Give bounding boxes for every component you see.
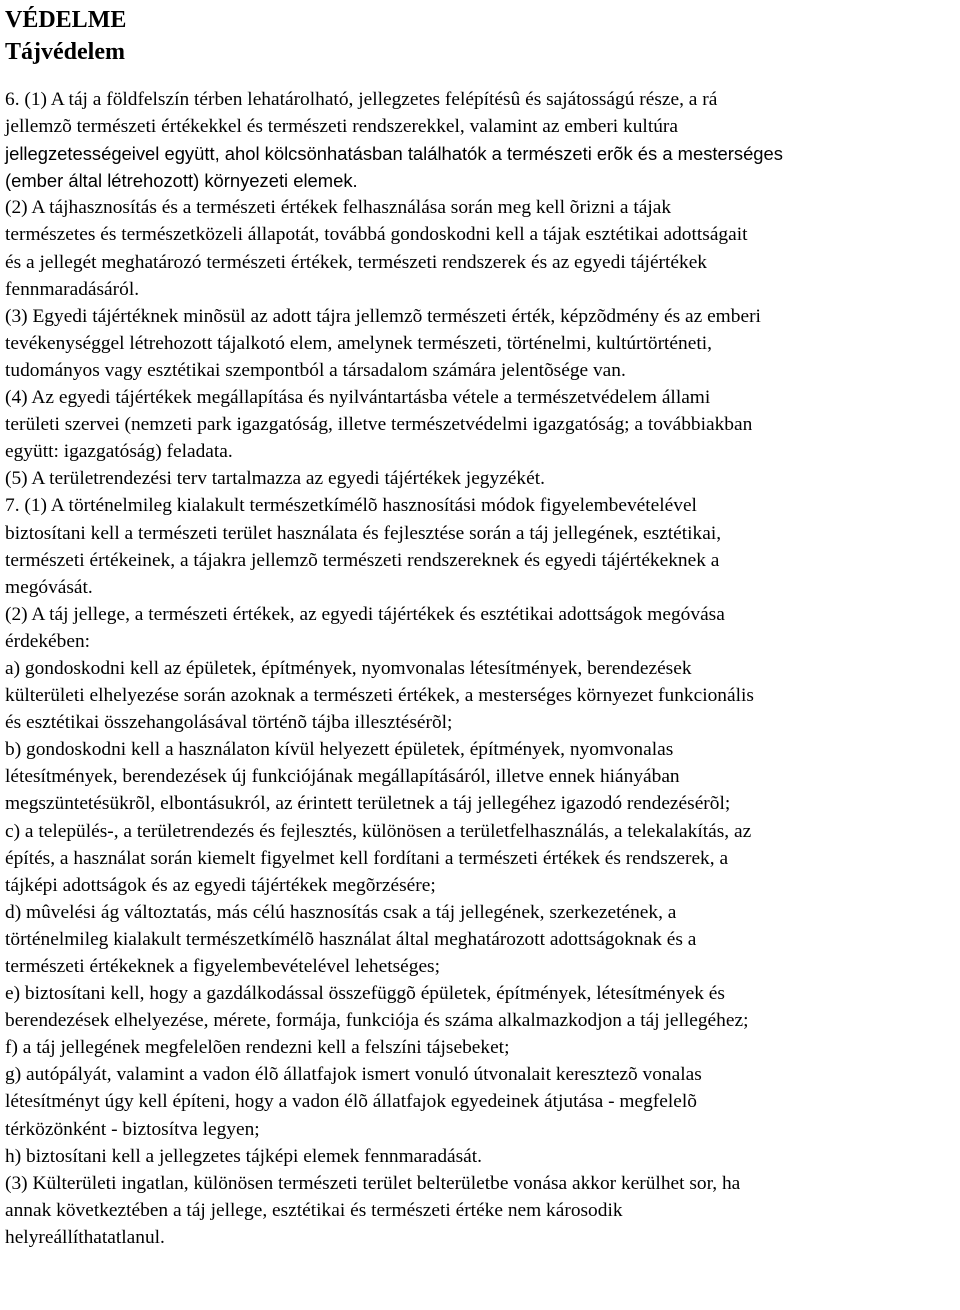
paragraph-line: térközönként - biztosítva legyen;: [5, 1118, 260, 1140]
paragraph-line: 7. (1) A történelmileg kialakult természetkímélõ hasznosítási módok figyelembevételével: [5, 495, 697, 517]
paragraph-line: és a jellegét meghatározó természeti értékek, természeti rendszerek és az egyedi tájértékek: [5, 251, 707, 273]
heading-tajvedelem: Tájvédelem: [5, 39, 125, 65]
paragraph: [5, 492, 955, 600]
paragraph-line: tudományos vagy esztétikai szempontból a társadalom számára jelentõsége van.: [5, 359, 626, 381]
paragraph-line: tájképi adottságok és az egyedi tájértékek megõrzésére;: [5, 874, 436, 896]
heading-velme: VÉDELME: [5, 7, 127, 33]
paragraph-line: annak következtében a táj jellege, esztétikai és természeti értéke nem károsodik: [5, 1199, 623, 1221]
paragraph-line: berendezések elhelyezése, mérete, formája, funkciója és száma alkalmazkodjon a táj jellegéhez;: [5, 1010, 749, 1032]
paragraph: [5, 86, 955, 194]
paragraph: [5, 736, 955, 817]
paragraph-line: természeti értékeknek a figyelembevételével lehetséges;: [5, 956, 440, 977]
paragraph: [5, 818, 955, 899]
document-body: [5, 86, 955, 1251]
paragraph: [5, 1143, 955, 1170]
paragraph-line: g) autópályát, valamint a vadon élõ állatfajok ismert vonuló útvonalait keresztezõ vonalas: [5, 1064, 702, 1086]
paragraph-line: természeti értékeinek, a tájakra jellemzõ természeti rendszereknek és egyedi tájértékeknek a: [5, 549, 720, 571]
paragraph-line: helyreállíthatatlanul.: [5, 1226, 165, 1248]
paragraph-line: e) biztosítani kell, hogy a gazdálkodással összefüggõ épületek, építmények, létesítmények és: [5, 983, 725, 1005]
paragraph-line: létesítmények, berendezések új funkciójának megállapításáról, illetve ennek hiányában: [5, 766, 680, 788]
paragraph-line: természetes és természetközeli állapotát, továbbá gondoskodni kell a tájak esztétikai adottságait: [5, 224, 748, 246]
paragraph-line: jellemzõ természeti értékekkel és természeti rendszerekkel, valamint az emberi kultúra: [5, 116, 678, 138]
paragraph: [5, 303, 955, 384]
paragraph-line: létesítményt úgy kell építeni, hogy a vadon élõ állatfajok egyedeinek átjutása - megfelelõ: [5, 1091, 697, 1113]
paragraph: [5, 1034, 955, 1061]
paragraph-line: d) mûvelési ág változtatás, más célú hasznosítás csak a táj jellegének, szerkezetének, a: [5, 901, 677, 923]
paragraph-line: (2) A táj jellege, a természeti értékek, az egyedi tájértékek és esztétikai adottságok megóvása: [5, 603, 725, 625]
paragraph: [5, 1061, 955, 1142]
paragraph-line: f) a táj jellegének megfelelõen rendezni kell a felszíni tájsebeket;: [5, 1037, 510, 1059]
paragraph-line: 6. (1) A táj a földfelszín térben lehatárolható, jellegzetes felépítésû és sajátosságú része, a rá: [5, 89, 718, 110]
paragraph-line: (ember által létrehozott) környezeti elemek.: [5, 170, 358, 192]
paragraph: [5, 465, 955, 492]
paragraph-line: megszüntetésükrõl, elbontásukról, az érintett területnek a táj jellegéhez igazodó rendezésérõl;: [5, 793, 731, 815]
paragraph-line: történelmileg kialakult természetkímélõ használat által meghatározott adottságoknak és a: [5, 928, 697, 950]
paragraph-line: építés, a használat során kiemelt figyelmet kell fordítani a természeti értékek és rendszerek, a: [5, 847, 729, 869]
paragraph-line: tevékenységgel létrehozott tájalkotó elem, amelynek természeti, történelmi, kultúrtörténeti,: [5, 332, 712, 354]
paragraph-line: biztosítani kell a természeti terület használata és fejlesztése során a táj jellegének, esztétikai,: [5, 522, 722, 544]
paragraph-line: (3) Egyedi tájértéknek minõsül az adott tájra jellemzõ természeti érték, képzõdmény és az emberi: [5, 305, 761, 327]
paragraph-line: jellegzetességeivel együtt, ahol kölcsönhatásban találhatók a természeti erõk és a mesterséges: [5, 143, 783, 165]
paragraph: [5, 1170, 955, 1251]
paragraph-line: b) gondoskodni kell a használaton kívül helyezett épületek, építmények, nyomvonalas: [5, 739, 674, 761]
paragraph-line: és esztétikai összehangolásával történõ tájba illesztésérõl;: [5, 712, 453, 734]
paragraph: [5, 601, 955, 655]
paragraph-line: (3) Külterületi ingatlan, különösen természeti terület belterületbe vonása akkor kerülhet sor, ha: [5, 1172, 741, 1194]
paragraph-line: megóvását.: [5, 576, 93, 598]
paragraph-line: (4) Az egyedi tájértékek megállapítása és nyilvántartásba vétele a természetvédelem állami: [5, 387, 711, 409]
paragraph: [5, 194, 955, 302]
paragraph-line: érdekében:: [5, 630, 91, 652]
paragraph-line: fennmaradásáról.: [5, 278, 140, 300]
paragraph-line: külterületi elhelyezése során azoknak a természeti értékek, a mesterséges környezet funkcionális: [5, 685, 754, 707]
paragraph-line: a) gondoskodni kell az épületek, építmények, nyomvonalas létesítmények, berendezések: [5, 657, 692, 679]
paragraph-line: h) biztosítani kell a jellegzetes tájképi elemek fennmaradását.: [5, 1145, 483, 1167]
paragraph-line: (5) A területrendezési terv tartalmazza az egyedi tájértékek jegyzékét.: [5, 468, 545, 490]
paragraph: [5, 899, 955, 980]
paragraph: [5, 980, 955, 1034]
paragraph-line: (2) A tájhasznosítás és a természeti értékek felhasználása során meg kell õrizni a tájak: [5, 197, 672, 219]
paragraph-line: együtt: igazgatóság) feladata.: [5, 441, 233, 463]
paragraph: [5, 655, 955, 736]
document: [5, 0, 955, 1251]
paragraph-line: területi szervei (nemzeti park igazgatóság, illetve természetvédelmi igazgatóság; a továbbiakban: [5, 414, 753, 436]
paragraph-line: c) a település-, a területrendezés és fejlesztés, különösen a területfelhasználás, a telekalakítás, az: [5, 820, 752, 842]
paragraph: [5, 384, 955, 465]
